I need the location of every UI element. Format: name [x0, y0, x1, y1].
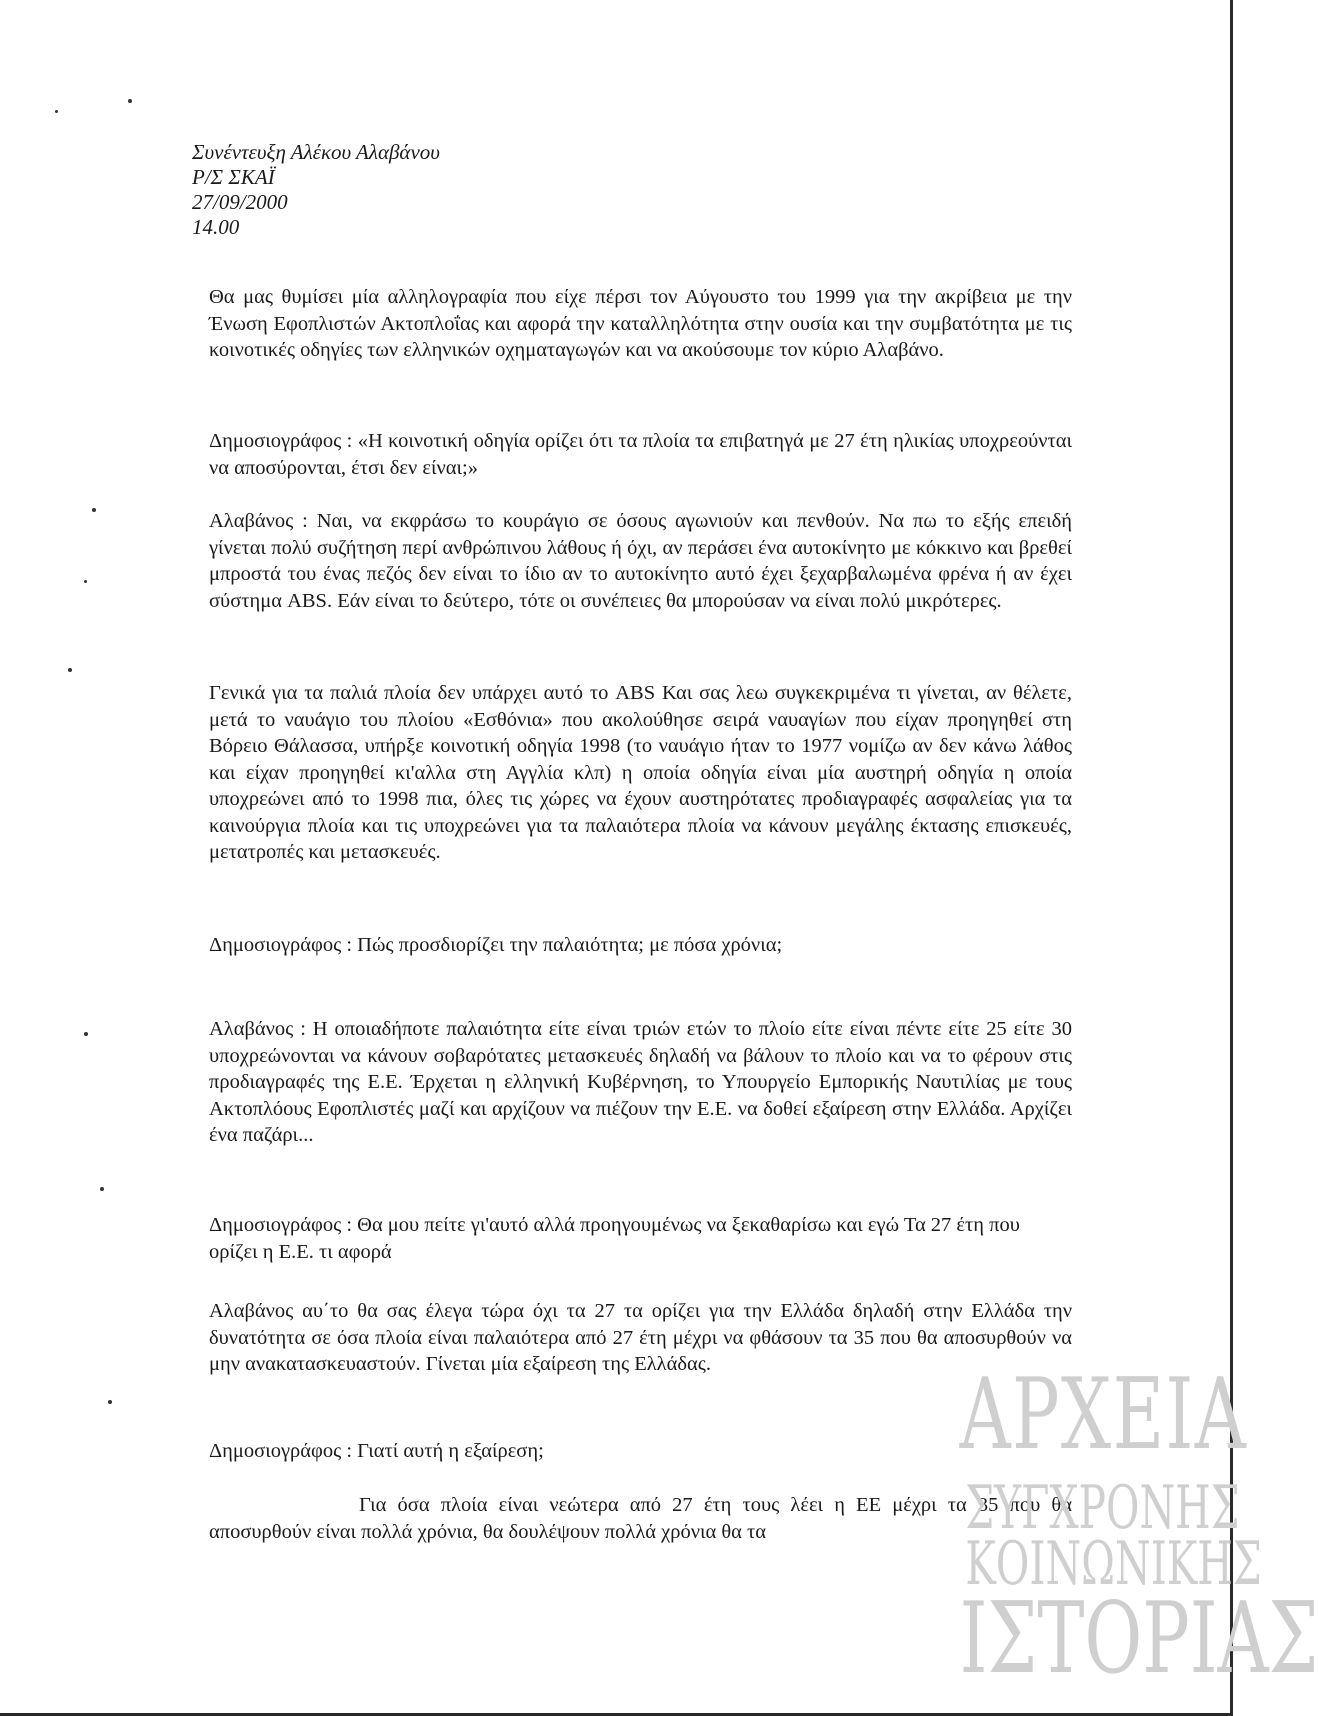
scan-speck: [55, 110, 58, 113]
scan-speck: [84, 580, 87, 583]
alavanos-answer-5: Για όσα πλοία είναι νεώτερα από 27 έτη τους λέει η ΕΕ μέχρι τα 35 που θα αποσυρθούν είναι πολλά χρόνια, θα δουλέψουν πολλά χρόνια θα τα: [209, 1494, 1072, 1543]
intro-paragraph: Θα μας θυμίσει μία αλληλογραφία που είχε πέρσι τον Αύγουστο του 1999 για την ακρίβεια με την Ένωση Εφοπλιστών Ακτοπλοΐας και αφορά την καταλληλότητα στην ουσία και την συμβατότητα με τις κοινοτικές οδηγίες των ελληνικών οχηματαγωγών και να ακούσουμε τον κύριο Αλαβάνο.: [209, 286, 1072, 361]
scan-speck: [108, 1400, 112, 1404]
watermark-line-3: ΚΟΙΝΩΝΙΚΗΣ: [965, 1529, 1262, 1599]
scan-speck: [68, 668, 72, 672]
alavanos-answer-3: Αλαβάνος : Η οποιαδήποτε παλαιότητα είτε είναι τριών ετών το πλοίο είτε είναι πέντε είτε 25 είτε 30 υποχρεώνονται να κάνουν σοβαρότατες μετασκευές δηλαδή να βάλουν το πλοίο και να το φέρουν στις προδιαγραφές της Ε.Ε. Έρχεται η ελληνική Κυβέρνηση, το Υπουργείο Εμπορικής Ναυτιλίας με τους Ακτοπλόους Εφοπλιστές μαζί και αρχίζουν να πιέζουν την Ε.Ε. να δοθεί εξαίρεση στην Ελλάδα. Αρχίζει ένα παζάρι...: [209, 1018, 1072, 1146]
header-time: 14.00: [192, 215, 240, 239]
document-header: [192, 140, 440, 240]
alavanos-answer-4: Αλαβάνος αυ΄το θα σας έλεγα τώρα όχι τα 27 τα ορίζει για την Ελλάδα δηλαδή στην Ελλάδα την δυνατότητα σε όσα πλοία είναι παλαιότερα από 27 έτη μέχρι να φθάσουν τα 35 που θα αποσυρθούν να μην ανακατασκευαστούν. Γίνεται μία εξαίρεση της Ελλάδας.: [209, 1300, 1072, 1375]
journalist-question-2: Δημοσιογράφος : Πώς προσδιορίζει την παλαιότητα; με πόσα χρόνια;: [209, 934, 783, 956]
watermark-line-4: ΙΣΤΟΡΙΑΣ: [959, 1582, 1318, 1696]
journalist-question-3: Δημοσιογράφος : Θα μου πείτε γι'αυτό αλλά προηγουμένως να ξεκαθαρίσω και εγώ Τα 27 έτη που ορίζει η Ε.Ε. τι αφορά: [209, 1214, 1020, 1263]
header-title: Συνέντευξη Αλέκου Αλαβάνου: [192, 140, 440, 164]
watermark-line-2: ΣΥΓΧΡΟΝΗΣ: [965, 1473, 1240, 1543]
journalist-question-4: Δημοσιογράφος : Γιατί αυτή η εξαίρεση;: [209, 1440, 544, 1462]
scan-speck: [128, 99, 132, 103]
watermark-line-1: ΑΡΧΕΙΑ: [959, 1358, 1248, 1472]
scan-speck: [92, 508, 96, 512]
scan-speck: [100, 1187, 104, 1191]
alavanos-answer-2: Γενικά για τα παλιά πλοία δεν υπάρχει αυτό το ABS Και σας λεω συγκεκριμένα τι γίνεται, αν θέλετε, μετά το ναυάγιο του πλοίου «Εσθόνια» που ακολούθησε σειρά ναυαγίων που είχαν προηγηθεί στη Βόρειο Θάλασσα, υπήρξε κοινοτική οδηγία 1998 (το ναυάγιο ήταν το 1977 νομίζω αν δεν κάνω λάθος και είχαν προηγηθεί κι'αλλα στη Αγγλία κλπ) η οποία οδηγία είναι μία αυστηρή οδηγία η οποία υποχρεώνει από το 1998 πια, όλες τις χώρες να έχουν αυστηρότατες προδιαγραφές ασφαλείας για τα καινούργια πλοία και τις υποχρεώνει για τα παλαιότερα πλοία να κάνουν μεγάλης έκτασης επισκευές, μετατροπές και μετασκευές.: [209, 682, 1072, 863]
header-date: 27/09/2000: [192, 190, 288, 214]
scan-speck: [84, 1032, 88, 1036]
header-station: Ρ/Σ ΣΚΑΪ: [192, 165, 275, 189]
journalist-question-1: Δημοσιογράφος : «Η κοινοτική οδηγία ορίζει ότι τα πλοία τα επιβατηγά με 27 έτη ηλικίας υποχρεούνται να αποσύρονται, έτσι δεν είναι;»: [209, 430, 1072, 479]
alavanos-answer-1: Αλαβάνος : Ναι, να εκφράσω το κουράγιο σε όσους αγωνιούν και πενθούν. Να πω το εξής επειδή γίνεται πολύ συζήτηση περί ανθρώπινου λάθους ή όχι, αν περάσει ένα αυτοκίνητο με κόκκινο και βρεθεί μπροστά του ένας πεζός δεν είναι το ίδιο αν το αυτοκίνητο αυτό έχει ξεχαρβαλωμένα φρένα ή αν έχει σύστημα ABS. Εάν είναι το δεύτερο, τότε οι συνέπειες θα μπορούσαν να είναι πολύ μικρότερες.: [209, 510, 1072, 612]
